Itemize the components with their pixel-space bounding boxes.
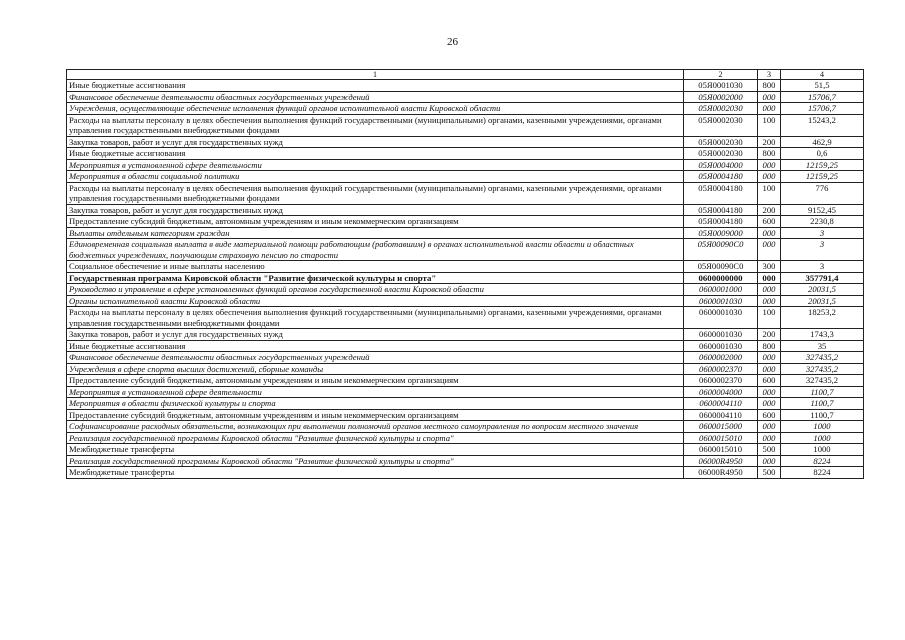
row-target-code: 05Я0002030 bbox=[684, 136, 758, 148]
table-row bbox=[67, 386, 864, 398]
row-expense-type: 100 bbox=[758, 307, 781, 329]
row-expense-type: 000 bbox=[758, 352, 781, 364]
row-amount: 357791,4 bbox=[781, 272, 864, 284]
page-number: 26 bbox=[447, 36, 458, 48]
row-expense-type: 500 bbox=[758, 444, 781, 456]
row-amount: 15706,7 bbox=[781, 103, 864, 115]
row-description: Финансовое обеспечение деятельности областных государственных учреждений bbox=[67, 91, 684, 103]
row-target-code: 06000R4950 bbox=[684, 455, 758, 467]
row-expense-type: 200 bbox=[758, 204, 781, 216]
row-target-code: 05Я0004180 bbox=[684, 182, 758, 204]
table-row bbox=[67, 329, 864, 341]
table-row bbox=[67, 444, 864, 456]
row-amount: 3 bbox=[781, 261, 864, 273]
table-row bbox=[67, 363, 864, 375]
row-target-code: 0600001030 bbox=[684, 295, 758, 307]
table-row bbox=[67, 91, 864, 103]
row-amount: 51,5 bbox=[781, 80, 864, 92]
table-body bbox=[67, 80, 864, 479]
row-expense-type: 000 bbox=[758, 398, 781, 410]
row-expense-type: 200 bbox=[758, 136, 781, 148]
row-target-code: 0600002000 bbox=[684, 352, 758, 364]
row-amount: 462,9 bbox=[781, 136, 864, 148]
row-amount: 3 bbox=[781, 239, 864, 261]
row-amount: 18253,2 bbox=[781, 307, 864, 329]
row-target-code: 0600001030 bbox=[684, 340, 758, 352]
row-target-code: 0600004110 bbox=[684, 398, 758, 410]
table-row bbox=[67, 398, 864, 410]
row-expense-type: 600 bbox=[758, 409, 781, 421]
table-row bbox=[67, 148, 864, 160]
row-target-code: 0600015010 bbox=[684, 444, 758, 456]
table-header-row bbox=[67, 70, 864, 80]
row-expense-type: 000 bbox=[758, 239, 781, 261]
row-target-code: 0600001030 bbox=[684, 307, 758, 329]
row-amount: 3 bbox=[781, 227, 864, 239]
row-target-code: 05Я00090С0 bbox=[684, 239, 758, 261]
row-expense-type: 000 bbox=[758, 91, 781, 103]
row-target-code: 0600001000 bbox=[684, 284, 758, 296]
row-expense-type: 000 bbox=[758, 455, 781, 467]
row-target-code: 0600000000 bbox=[684, 272, 758, 284]
table-row bbox=[67, 159, 864, 171]
row-target-code: 0600001030 bbox=[684, 329, 758, 341]
row-target-code: 05Я0004180 bbox=[684, 204, 758, 216]
row-amount: 1000 bbox=[781, 421, 864, 433]
row-target-code: 05Я0002030 bbox=[684, 103, 758, 115]
row-expense-type: 000 bbox=[758, 171, 781, 183]
row-expense-type: 800 bbox=[758, 80, 781, 92]
row-target-code: 05Я0002000 bbox=[684, 91, 758, 103]
table-row bbox=[67, 340, 864, 352]
row-expense-type: 000 bbox=[758, 284, 781, 296]
row-expense-type: 600 bbox=[758, 375, 781, 387]
row-amount: 1743,3 bbox=[781, 329, 864, 341]
row-amount: 1100,7 bbox=[781, 409, 864, 421]
row-amount: 15706,7 bbox=[781, 91, 864, 103]
row-target-code: 0600002370 bbox=[684, 375, 758, 387]
row-expense-type: 800 bbox=[758, 148, 781, 160]
row-target-code: 05Я0004000 bbox=[684, 159, 758, 171]
row-description: Учреждения, осуществляющие обеспечение исполнения функций органов исполнительной власти Кировской области bbox=[67, 103, 684, 115]
row-description: Реализация государственной программы Кировской области "Развитие физической культуры и спорта" bbox=[67, 432, 684, 444]
table-row bbox=[67, 295, 864, 307]
row-description: Расходы на выплаты персоналу в целях обеспечения выполнения функций государственными (муниципальными) органами, казенными учреждениями, органами управления государственными внебюджетными фондами bbox=[67, 182, 684, 204]
table-row bbox=[67, 227, 864, 239]
row-amount: 20031,5 bbox=[781, 295, 864, 307]
row-target-code: 05Я0002030 bbox=[684, 148, 758, 160]
row-target-code: 05Я0004180 bbox=[684, 171, 758, 183]
table-row bbox=[67, 409, 864, 421]
row-description: Закупка товаров, работ и услуг для государственных нужд bbox=[67, 136, 684, 148]
row-expense-type: 800 bbox=[758, 340, 781, 352]
row-amount: 1000 bbox=[781, 432, 864, 444]
row-description: Мероприятия в области физической культуры и спорта bbox=[67, 398, 684, 410]
row-expense-type: 200 bbox=[758, 329, 781, 341]
row-amount: 12159,25 bbox=[781, 171, 864, 183]
table-row bbox=[67, 272, 864, 284]
row-expense-type: 300 bbox=[758, 261, 781, 273]
row-description: Финансовое обеспечение деятельности областных государственных учреждений bbox=[67, 352, 684, 364]
row-description: Мероприятия в установленной сфере деятельности bbox=[67, 386, 684, 398]
row-expense-type: 100 bbox=[758, 182, 781, 204]
row-amount: 8224 bbox=[781, 467, 864, 479]
table-row bbox=[67, 352, 864, 364]
row-amount: 2230,8 bbox=[781, 216, 864, 228]
table-row bbox=[67, 455, 864, 467]
row-amount: 1100,7 bbox=[781, 398, 864, 410]
row-expense-type: 000 bbox=[758, 421, 781, 433]
row-amount: 8224 bbox=[781, 455, 864, 467]
budget-table-container bbox=[66, 69, 864, 479]
row-description: Реализация государственной программы Кировской области "Развитие физической культуры и спорта" bbox=[67, 455, 684, 467]
row-amount: 0,6 bbox=[781, 148, 864, 160]
row-description: Социальное обеспечение и иные выплаты населению bbox=[67, 261, 684, 273]
row-amount: 327435,2 bbox=[781, 352, 864, 364]
row-expense-type: 000 bbox=[758, 386, 781, 398]
row-target-code: 0600002370 bbox=[684, 363, 758, 375]
row-amount: 12159,25 bbox=[781, 159, 864, 171]
row-amount: 1000 bbox=[781, 444, 864, 456]
table-row bbox=[67, 375, 864, 387]
table-row bbox=[67, 432, 864, 444]
table-row bbox=[67, 182, 864, 204]
row-description: Единовременная социальная выплата в виде материальной помощи работающим (работавшим) в органах исполнительной власти области и областных бюджетных учреждениях, получающим страховую пенсию по старости bbox=[67, 239, 684, 261]
row-description: Иные бюджетные ассигнования bbox=[67, 340, 684, 352]
row-description: Выплаты отдельным категориям граждан bbox=[67, 227, 684, 239]
header-col-2: 2 bbox=[684, 70, 758, 80]
row-description: Межбюджетные трансферты bbox=[67, 444, 684, 456]
budget-table bbox=[66, 69, 864, 479]
table-row bbox=[67, 307, 864, 329]
row-description: Иные бюджетные ассигнования bbox=[67, 80, 684, 92]
row-amount: 20031,5 bbox=[781, 284, 864, 296]
row-expense-type: 000 bbox=[758, 227, 781, 239]
row-target-code: 0600015010 bbox=[684, 432, 758, 444]
header-col-3: 3 bbox=[758, 70, 781, 80]
row-expense-type: 000 bbox=[758, 272, 781, 284]
row-description: Органы исполнительной власти Кировской области bbox=[67, 295, 684, 307]
row-description: Закупка товаров, работ и услуг для государственных нужд bbox=[67, 329, 684, 341]
row-expense-type: 000 bbox=[758, 363, 781, 375]
header-col-1: 1 bbox=[67, 70, 684, 80]
header-col-4: 4 bbox=[781, 70, 864, 80]
row-expense-type: 600 bbox=[758, 216, 781, 228]
row-target-code: 05Я0001030 bbox=[684, 80, 758, 92]
row-expense-type: 000 bbox=[758, 432, 781, 444]
table-row bbox=[67, 239, 864, 261]
table-row bbox=[67, 467, 864, 479]
row-expense-type: 100 bbox=[758, 114, 781, 136]
row-description: Предоставление субсидий бюджетным, автономным учреждениям и иным некоммерческим организациям bbox=[67, 409, 684, 421]
row-description: Предоставление субсидий бюджетным, автономным учреждениям и иным некоммерческим организациям bbox=[67, 375, 684, 387]
row-description: Расходы на выплаты персоналу в целях обеспечения выполнения функций государственными (муниципальными) органами, казенными учреждениями, органами управления государственными внебюджетными фондами bbox=[67, 307, 684, 329]
row-amount: 1100,7 bbox=[781, 386, 864, 398]
row-expense-type: 000 bbox=[758, 103, 781, 115]
row-target-code: 05Я0009000 bbox=[684, 227, 758, 239]
table-row bbox=[67, 114, 864, 136]
row-description: Расходы на выплаты персоналу в целях обеспечения выполнения функций государственными (муниципальными) органами, казенными учреждениями, органами управления государственными внебюджетными фондами bbox=[67, 114, 684, 136]
row-description: Руководство и управление в сфере установленных функций органов государственной власти Кировской области bbox=[67, 284, 684, 296]
row-target-code: 06000R4950 bbox=[684, 467, 758, 479]
row-description: Государственная программа Кировской области "Развитие физической культуры и спорта" bbox=[67, 272, 684, 284]
row-amount: 776 bbox=[781, 182, 864, 204]
row-amount: 35 bbox=[781, 340, 864, 352]
row-target-code: 05Я0004180 bbox=[684, 216, 758, 228]
row-description: Межбюджетные трансферты bbox=[67, 467, 684, 479]
row-description: Мероприятия в установленной сфере деятельности bbox=[67, 159, 684, 171]
table-row bbox=[67, 261, 864, 273]
row-amount: 327435,2 bbox=[781, 375, 864, 387]
row-description: Софинансирование расходных обязательств, возникающих при выполнении полномочий органов местного самоуправления по вопросам местного значения bbox=[67, 421, 684, 433]
row-description: Мероприятия в области социальной политики bbox=[67, 171, 684, 183]
row-description: Иные бюджетные ассигнования bbox=[67, 148, 684, 160]
row-target-code: 05Я00090С0 bbox=[684, 261, 758, 273]
table-row bbox=[67, 284, 864, 296]
table-row bbox=[67, 421, 864, 433]
row-expense-type: 000 bbox=[758, 295, 781, 307]
row-amount: 9152,45 bbox=[781, 204, 864, 216]
row-description: Закупка товаров, работ и услуг для государственных нужд bbox=[67, 204, 684, 216]
row-target-code: 0600004110 bbox=[684, 409, 758, 421]
table-row bbox=[67, 171, 864, 183]
table-row bbox=[67, 204, 864, 216]
row-target-code: 0600015000 bbox=[684, 421, 758, 433]
table-row bbox=[67, 216, 864, 228]
row-description: Предоставление субсидий бюджетным, автономным учреждениям и иным некоммерческим организациям bbox=[67, 216, 684, 228]
table-row bbox=[67, 103, 864, 115]
row-target-code: 05Я0002030 bbox=[684, 114, 758, 136]
row-target-code: 0600004000 bbox=[684, 386, 758, 398]
row-amount: 15243,2 bbox=[781, 114, 864, 136]
row-amount: 327435,2 bbox=[781, 363, 864, 375]
row-description: Учреждения в сфере спорта высших достижений, сборные команды bbox=[67, 363, 684, 375]
row-expense-type: 500 bbox=[758, 467, 781, 479]
table-row bbox=[67, 136, 864, 148]
table-row bbox=[67, 80, 864, 92]
row-expense-type: 000 bbox=[758, 159, 781, 171]
